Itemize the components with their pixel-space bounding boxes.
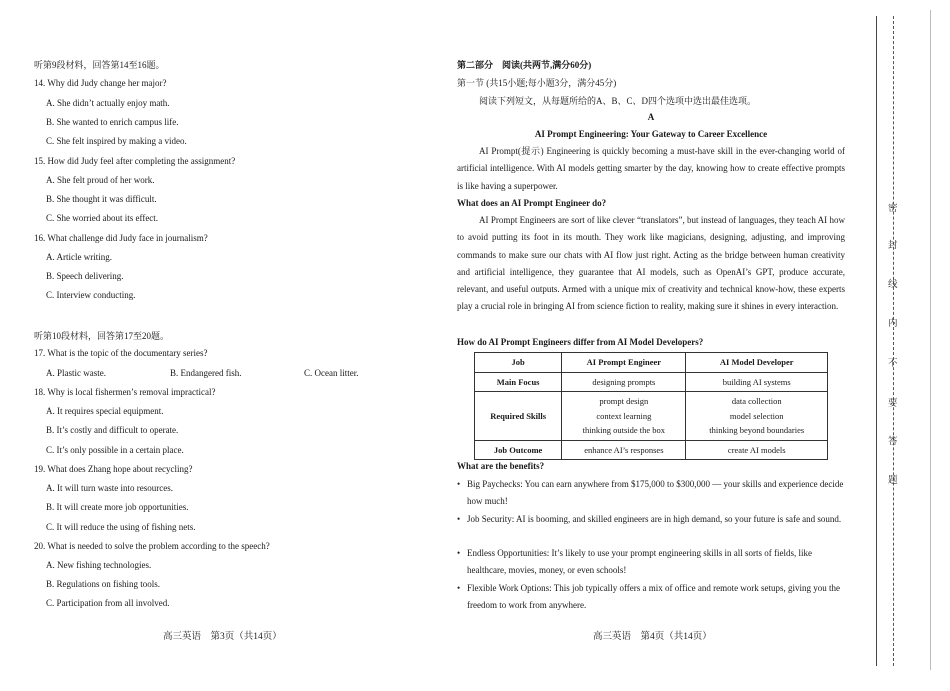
cell-outcome-md: create AI models [686, 440, 828, 460]
seal-char: 封 [888, 241, 898, 251]
question-14: 14. Why did Judy change her major? [34, 78, 167, 88]
table-row-skills [475, 392, 828, 441]
footer-page-3: 高三英语 第3页（共14页） [163, 632, 282, 642]
option-19a: A. It will turn waste into resources. [46, 483, 173, 493]
option-19c: C. It will reduce the using of fishing nets. [46, 522, 196, 532]
section-one-heading: 第一节 (共15小题;每小题3分，满分45分) [457, 78, 617, 88]
cell-outcome-pe: enhance AI’s responses [562, 440, 686, 460]
benefit-item [457, 476, 845, 511]
option-15c: C. She worried about its effect. [46, 213, 159, 223]
question-20: 20. What is needed to solve the problem according to the speech? [34, 541, 270, 551]
cell-focus-pe: designing prompts [562, 372, 686, 392]
benefit-text: Flexible Work Options: This job typically offers a mix of office and remote work setups, giving you the freedom to work from anywhere. [467, 583, 841, 611]
option-18c: C. It’s only possible in a certain place. [46, 445, 184, 455]
footer-page-4: 高三英语 第4页（共14页） [593, 632, 712, 642]
seal-char: 线 [888, 280, 898, 290]
row-label-skills: Required Skills [475, 392, 562, 441]
option-20c: C. Participation from all involved. [46, 598, 170, 608]
section-intro-9: 听第9段材料，回答第14至16题。 [34, 60, 165, 70]
option-14a: A. She didn’t actually enjoy math. [46, 98, 170, 108]
bullet-icon: • [457, 514, 461, 524]
option-15b: B. She thought it was difficult. [46, 194, 157, 204]
option-20a: A. New fishing technologies. [46, 560, 152, 570]
table-header-prompt-engineer: AI Prompt Engineer [562, 353, 686, 373]
option-14b: B. She wanted to enrich campus life. [46, 117, 179, 127]
bullet-icon: • [457, 548, 461, 558]
question-17: 17. What is the topic of the documentary series? [34, 348, 208, 358]
option-16c: C. Interview conducting. [46, 290, 136, 300]
bullet-icon: • [457, 479, 461, 489]
option-16b: B. Speech delivering. [46, 271, 124, 281]
row-label-focus: Main Focus [475, 372, 562, 392]
skill-md-3: thinking beyond boundaries [709, 425, 805, 435]
benefit-text: Endless Opportunities: It’s likely to use your prompt engineering skills in all sorts of fields, like healthcare, movies, money, or even schools! [467, 548, 812, 576]
question-18: 18. Why is local fishermen’s removal impractical? [34, 387, 216, 397]
table-header-model-developer: AI Model Developer [686, 353, 828, 373]
seal-char: 要 [888, 399, 898, 409]
question-19: 19. What does Zhang hope about recycling? [34, 464, 193, 474]
cell-skills-md [686, 392, 828, 441]
skill-pe-2: context learning [596, 410, 652, 421]
question-15: 15. How did Judy feel after completing the assignment? [34, 156, 236, 166]
binding-line [876, 16, 877, 666]
table-row-focus [475, 372, 828, 392]
table-header-row [475, 353, 828, 373]
passage-title: AI Prompt Engineering: Your Gateway to Career Excellence [534, 129, 768, 139]
benefit-item [457, 511, 845, 528]
option-19b: B. It will create more job opportunities. [46, 502, 189, 512]
comparison-table [474, 352, 828, 460]
seal-char: 答 [888, 437, 898, 447]
question-16: 16. What challenge did Judy face in journalism? [34, 233, 208, 243]
seal-char: 题 [888, 476, 898, 486]
reading-instruction: 阅读下列短文，从每题所给的A、B、C、D四个选项中选出最佳选项。 [479, 96, 757, 106]
option-17a: A. Plastic waste. [46, 368, 106, 378]
paragraph-intro: AI Prompt(提示) Engineering is quickly becoming a must-have skill in the ever-changing world of artificial intelligence. With AI models getting smarter by the day, knowing how to create effective prompts is like having a superpower. [457, 146, 845, 191]
cell-skills-pe [562, 392, 686, 441]
section-intro-10: 听第10段材料，回答第17至20题。 [34, 331, 170, 341]
seal-char: 内 [888, 319, 898, 329]
row-label-outcome: Job Outcome [475, 440, 562, 460]
option-17c: C. Ocean litter. [304, 368, 359, 378]
option-18a: A. It requires special equipment. [46, 406, 164, 416]
skill-pe-1: prompt design [599, 396, 649, 406]
page-edge [930, 10, 931, 670]
benefit-item [457, 580, 845, 615]
subheading-benefits: What are the benefits? [457, 461, 545, 471]
option-17b: B. Endangered fish. [170, 368, 242, 378]
cell-focus-md: building AI systems [686, 372, 828, 392]
benefit-text: Big Paychecks: You can earn anywhere from $175,000 to $300,000 — your skills and experience decide how much! [467, 479, 844, 507]
option-14c: C. She felt inspired by making a video. [46, 136, 187, 146]
table-header-job: Job [475, 353, 562, 373]
option-15a: A. She felt proud of her work. [46, 175, 155, 185]
passage-letter: A [647, 112, 655, 122]
benefit-text: Job Security: AI is booming, and skilled engineers are in high demand, so your future is safe and sound. [467, 514, 842, 524]
skill-md-1: data collection [731, 396, 782, 406]
option-20b: B. Regulations on fishing tools. [46, 579, 161, 589]
paragraph-role: AI Prompt Engineers are sort of like clever “translators”, but instead of languages, they teach AI how to avoid putting its foot in its mouth. They work like magicians, designing, adjusting, and improving commands to make sure our chats with AI flow just right. Acting as the bridge between human creativity and artificial intelligence, they guarantee that AI models, such as OpenAI’s GPT, produce accurate, relevant, and useful outputs. Armed with a unique mix of creativity and technical know-how, these experts play a crucial role in bringing AI from science fiction to reality, making sure it shines in every interaction. [457, 215, 845, 312]
seal-char: 密 [888, 204, 898, 214]
skill-pe-3: thinking outside the box [582, 425, 666, 435]
table-row-outcome [475, 440, 828, 460]
option-16a: A. Article writing. [46, 252, 112, 262]
subheading-what-do: What does an AI Prompt Engineer do? [457, 198, 607, 208]
seal-char: 不 [888, 359, 898, 369]
part-two-heading: 第二部分 阅读(共两节,满分60分) [457, 60, 592, 70]
benefit-item [457, 545, 845, 580]
subheading-differ: How do AI Prompt Engineers differ from AI Model Developers? [457, 337, 704, 347]
seal-dashed-line [893, 16, 894, 666]
bullet-icon: • [457, 583, 461, 593]
skill-md-2: model selection [729, 410, 784, 421]
option-18b: B. It’s costly and difficult to operate. [46, 425, 179, 435]
